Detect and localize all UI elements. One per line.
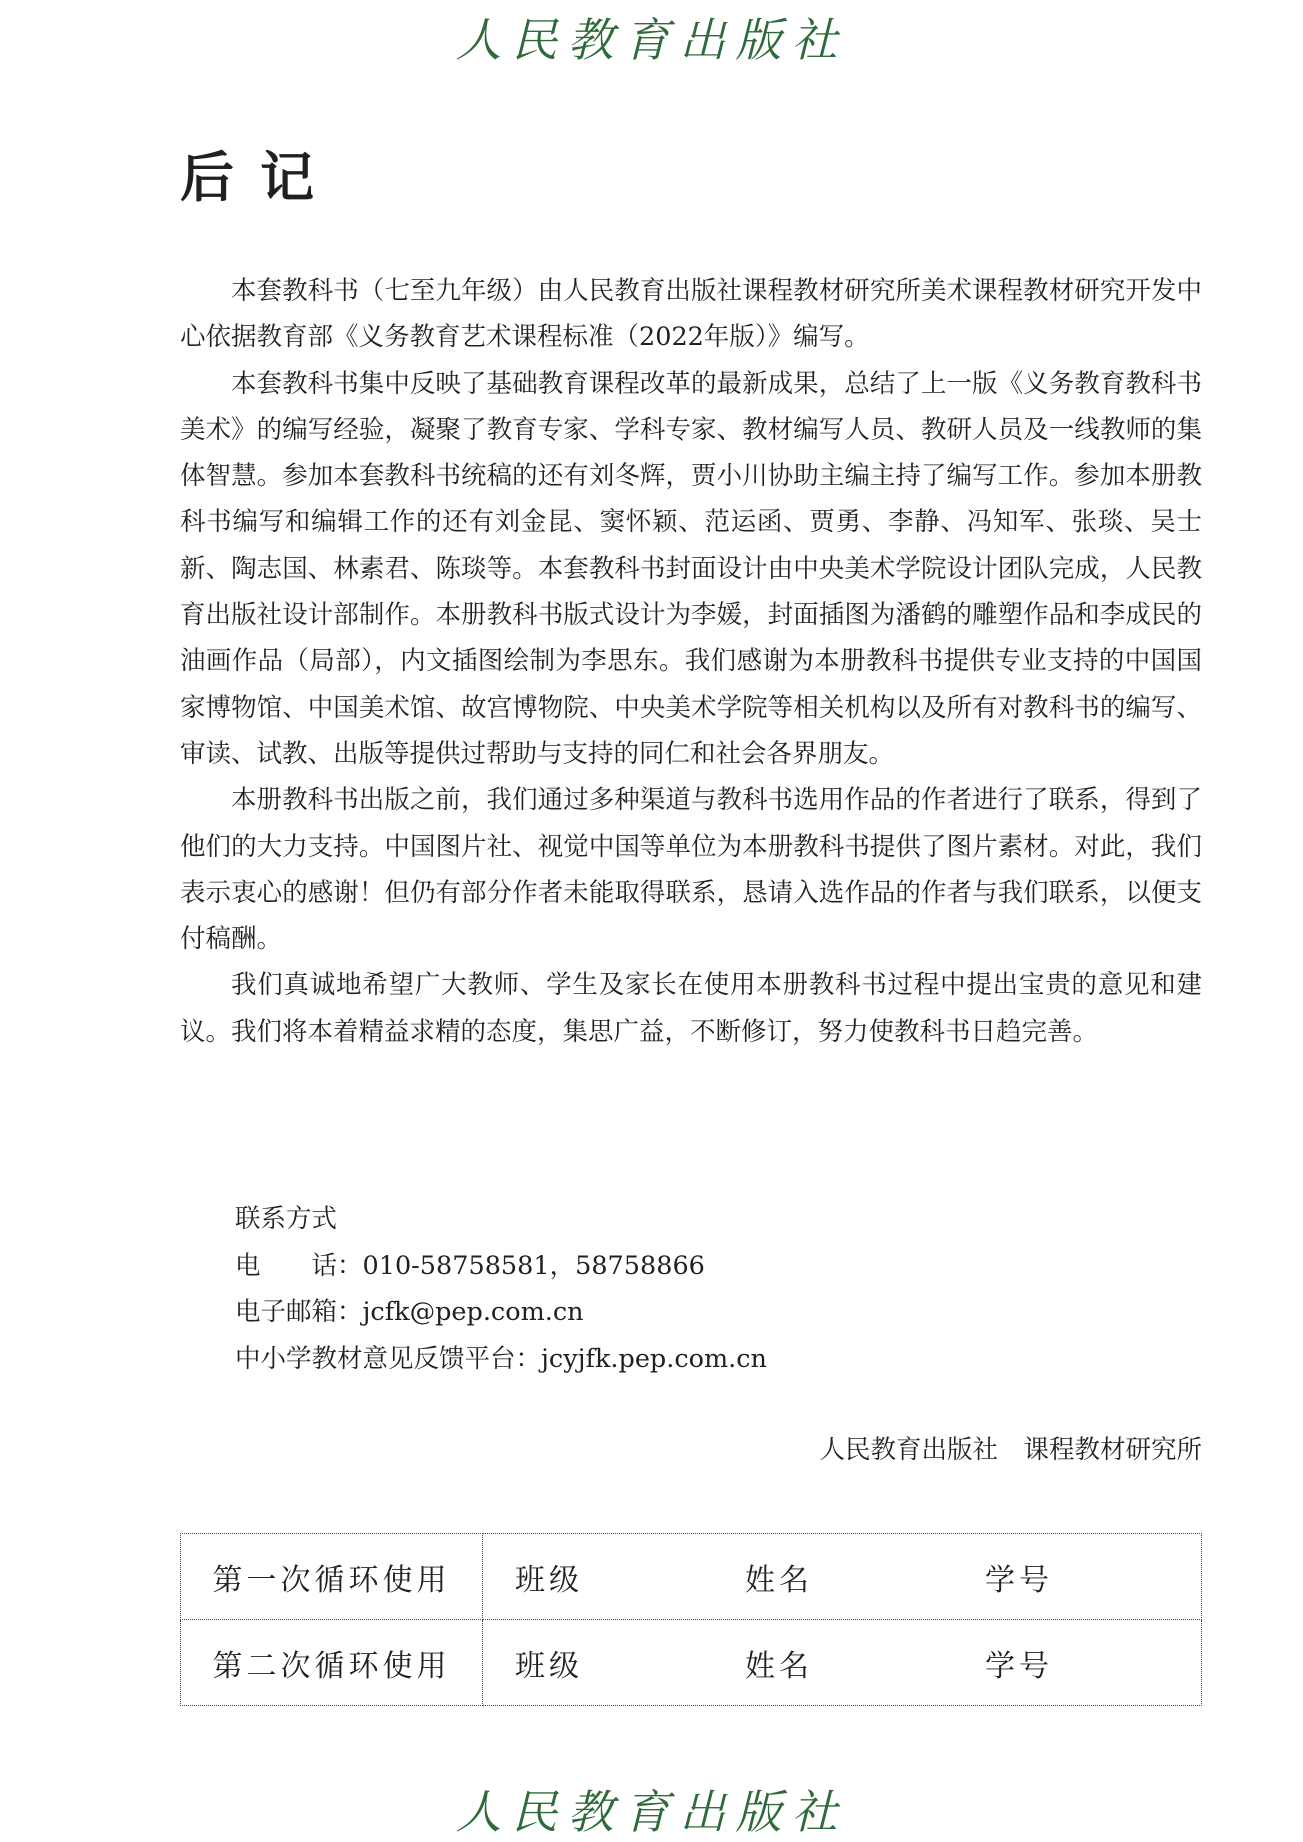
name-field[interactable]: 姓名 <box>745 1648 813 1684</box>
page-title: 后记 <box>180 146 340 209</box>
publisher-logo-header: 人民教育出版社 <box>455 13 848 67</box>
cycle-label: 第二次循环使用 <box>181 1620 483 1706</box>
paragraph-2: 本套教科书集中反映了基础教育课程改革的最新成果，总结了上一版《义务教育教科书 美术》的编写经验，凝聚了教育专家、学科专家、教材编写人员、教研人员及一线教师的集体智慧。参加本套教科书统稿的还有刘冬辉，贾小川协助主编主持了编写工作。参加本册教科书编写和编辑工作的还有刘金昆、窦怀颖、范运函、贾勇、李静、冯知军、张琰、吴士新、陶志国、林素君、陈琰等。本套教科书封面设计由中央美术学院设计团队完成，人民教育出版社设计部制作。本册教科书版式设计为李媛，封面插图为潘鹤的雕塑作品和李成民的油画作品（局部），内文插图绘制为李思东。我们感谢为本册教科书提供专业支持的中国国家博物馆、中国美术馆、故宫博物院、中央美术学院等相关机构以及所有对教科书的编写、审读、试教、出版等提供过帮助与支持的同仁和社会各界朋友。 <box>180 368 1228 769</box>
paragraph-3: 本册教科书出版之前，我们通过多种渠道与教科书选用作品的作者进行了联系，得到了他们的大力支持。中国图片社、视觉中国等单位为本册教科书提供了图片素材。对此，我们表示衷心的感谢！但仍有部分作者未能取得联系，恳请入选作品的作者与我们联系，以便支付稿酬。 <box>180 785 1202 955</box>
paragraph-4: 我们真诚地希望广大教师、学生及家长在使用本册教科书过程中提出宝贵的意见和建议。我们将本着精益求精的态度，集思广益，不断修订，努力使教科书日趋完善。 <box>180 970 1202 1047</box>
table-row <box>181 1620 1202 1706</box>
contact-block <box>235 1196 767 1382</box>
contact-phone-row <box>235 1243 767 1290</box>
contact-platform-row <box>235 1336 767 1383</box>
student-fields <box>483 1620 1202 1706</box>
student-number-field[interactable]: 学号 <box>985 1562 1053 1598</box>
class-field[interactable]: 班级 <box>515 1562 583 1598</box>
usage-record-table <box>180 1533 1202 1706</box>
table-row <box>181 1534 1202 1620</box>
publisher-logo-footer: 人民教育出版社 <box>455 1785 848 1839</box>
platform-label: 中小学教材意见反馈平台： <box>235 1343 542 1374</box>
student-fields <box>483 1534 1202 1620</box>
phone-label: 电 话： <box>235 1250 363 1281</box>
signature: 人民教育出版社 课程教材研究所 <box>819 1435 1202 1465</box>
email-link[interactable]: jcfk@pep.com.cn <box>362 1297 584 1327</box>
class-field[interactable]: 班级 <box>515 1648 583 1684</box>
name-field[interactable]: 姓名 <box>745 1562 813 1598</box>
paragraph-1: 本套教科书（七至九年级）由人民教育出版社课程教材研究所美术课程教材研究开发中心依据教育部《义务教育艺术课程标准（2022年版）》编写。 <box>180 276 1202 353</box>
student-number-field[interactable]: 学号 <box>985 1648 1053 1684</box>
phone-value: 010-58758581，58758866 <box>362 1250 705 1281</box>
email-label: 电子邮箱： <box>235 1297 363 1327</box>
contact-heading: 联系方式 <box>235 1204 338 1234</box>
platform-link[interactable]: jcyjfk.pep.com.cn <box>541 1343 767 1374</box>
cycle-label: 第一次循环使用 <box>181 1534 483 1620</box>
afterword-body <box>180 268 1228 1055</box>
contact-email-row <box>235 1289 767 1336</box>
